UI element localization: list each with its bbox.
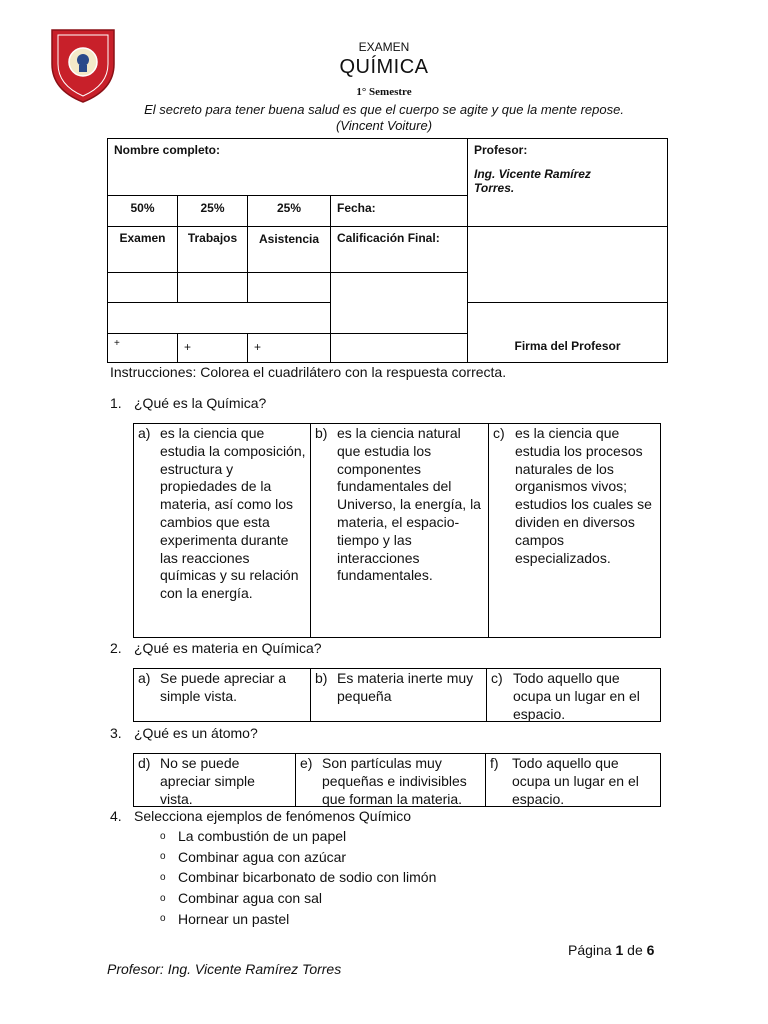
plus-1: + (107, 333, 178, 363)
signature-cell (467, 302, 668, 363)
signature-label: Firma del Profesor (514, 339, 621, 353)
final-grade-field[interactable] (330, 272, 468, 334)
bullet-option[interactable] (160, 867, 436, 888)
question-text: ¿Qué es un átomo? (134, 725, 258, 741)
question-number: 1. (110, 395, 122, 411)
exam-label: EXAMEN (358, 40, 410, 54)
question-3 (110, 725, 258, 741)
option-c[interactable] (487, 669, 660, 721)
plus-3: + (247, 333, 331, 363)
question-2-options (133, 668, 661, 722)
question-2 (110, 640, 322, 656)
question-1 (110, 395, 266, 411)
option-letter: c) (493, 425, 505, 441)
option-b[interactable] (311, 424, 489, 637)
option-text: Son partículas muy pequeñas e indivisibles que forman la materia. (322, 755, 467, 807)
date-field[interactable] (330, 195, 468, 227)
option-a[interactable] (134, 424, 311, 637)
bullet-option[interactable] (160, 908, 436, 929)
option-letter: a) (138, 670, 151, 686)
page-current: 1 (615, 942, 624, 958)
bullet-text: Combinar bicarbonato de sodio con limón (178, 869, 437, 886)
name-label: Nombre completo: (114, 143, 221, 157)
option-c[interactable] (489, 424, 660, 637)
date-label: Fecha: (337, 201, 376, 215)
question-text: ¿Qué es materia en Química? (134, 640, 322, 656)
teacher-cell (467, 138, 668, 227)
exam-score-field[interactable] (107, 272, 178, 303)
bullet-text: Hornear un pastel (178, 910, 290, 927)
page-prefix: Página (568, 942, 612, 958)
option-letter: f) (490, 755, 499, 771)
option-text: Es materia inerte muy pequeña (337, 670, 474, 704)
option-letter: a) (138, 425, 151, 441)
blank-row-cell (107, 302, 331, 334)
page-number (568, 942, 654, 958)
subject-title: QUÍMICA (339, 56, 429, 78)
question-number: 2. (110, 640, 122, 656)
option-a[interactable] (134, 669, 311, 721)
signature-area (467, 226, 668, 303)
footer-teacher: Profesor: Ing. Vicente Ramírez Torres (107, 961, 342, 977)
plus-2: + (177, 333, 248, 363)
bullet-circle-icon: o (160, 851, 166, 863)
quote-author: (Vincent Voiture) (335, 118, 433, 133)
option-text: Todo aquello que ocupa un lugar en el espacio. (512, 755, 639, 807)
option-text: Se puede apreciar a simple vista. (160, 670, 287, 704)
col-work: Trabajos (177, 226, 248, 273)
option-e[interactable] (296, 754, 486, 806)
question-4-options (160, 826, 436, 929)
page-total: 6 (646, 942, 655, 958)
option-text: es la ciencia natural que estudia los componentes fundamentales del Universo, la energía, la materia, el espacio-tiempo y las interacciones fundamentales. (337, 425, 481, 584)
pct-work: 25% (177, 195, 248, 227)
bullet-text: La combustión de un papel (178, 828, 347, 845)
total-field[interactable] (330, 333, 468, 363)
bullet-option[interactable] (160, 847, 436, 868)
question-text: Selecciona ejemplos de fenómenos Químico (134, 808, 412, 824)
option-text: No se puede apreciar simple vista. (160, 755, 255, 807)
semester-label: 1° Semestre (356, 86, 412, 98)
page-of: de (627, 942, 643, 958)
quote: El secreto para tener buena salud es que el cuerpo se agite y que la mente repose. (144, 102, 624, 117)
name-field[interactable] (107, 138, 468, 196)
option-letter: b) (315, 425, 328, 441)
option-text: es la ciencia que estudia los procesos naturales de los organismos vivos; estudios los cuales se dividen en diversos campos especializados. (515, 425, 652, 566)
attendance-score-field[interactable] (247, 272, 331, 303)
option-letter: b) (315, 670, 328, 686)
teacher-label: Profesor: (474, 143, 528, 157)
option-text: es la ciencia que estudia la composición, estructura y propiedades de la materia, así como los cambios que esta experimenta durante las reacciones químicas y su relación con la energía. (160, 425, 306, 602)
option-letter: c) (491, 670, 503, 686)
bullet-option[interactable] (160, 888, 436, 909)
bullet-circle-icon: o (160, 913, 166, 925)
bullet-circle-icon: o (160, 830, 166, 842)
pct-attendance: 25% (247, 195, 331, 227)
bullet-circle-icon: o (160, 892, 166, 904)
bullet-text: Combinar agua con sal (178, 890, 322, 907)
question-4 (110, 808, 411, 824)
pct-exam: 50% (107, 195, 178, 227)
option-letter: e) (300, 755, 313, 771)
option-f[interactable] (486, 754, 660, 806)
col-attendance: Asistencia (247, 226, 331, 273)
work-score-field[interactable] (177, 272, 248, 303)
final-grade-label: Calificación Final: (330, 226, 468, 273)
question-text: ¿Qué es la Química? (134, 395, 267, 411)
option-d[interactable] (134, 754, 296, 806)
question-number: 3. (110, 725, 122, 741)
option-letter: d) (138, 755, 151, 771)
question-3-options (133, 753, 661, 807)
bullet-text: Combinar agua con azúcar (178, 848, 347, 865)
teacher-name: Ing. Vicente Ramírez Torres. (474, 167, 591, 195)
question-1-options (133, 423, 661, 638)
bullet-circle-icon: o (160, 871, 166, 883)
col-exam: Examen (107, 226, 178, 273)
option-b[interactable] (311, 669, 487, 721)
bullet-option[interactable] (160, 826, 436, 847)
option-text: Todo aquello que ocupa un lugar en el espacio. (513, 670, 640, 722)
question-number: 4. (110, 808, 122, 824)
instructions: Instrucciones: Colorea el cuadrilátero con la respuesta correcta. (110, 364, 507, 380)
